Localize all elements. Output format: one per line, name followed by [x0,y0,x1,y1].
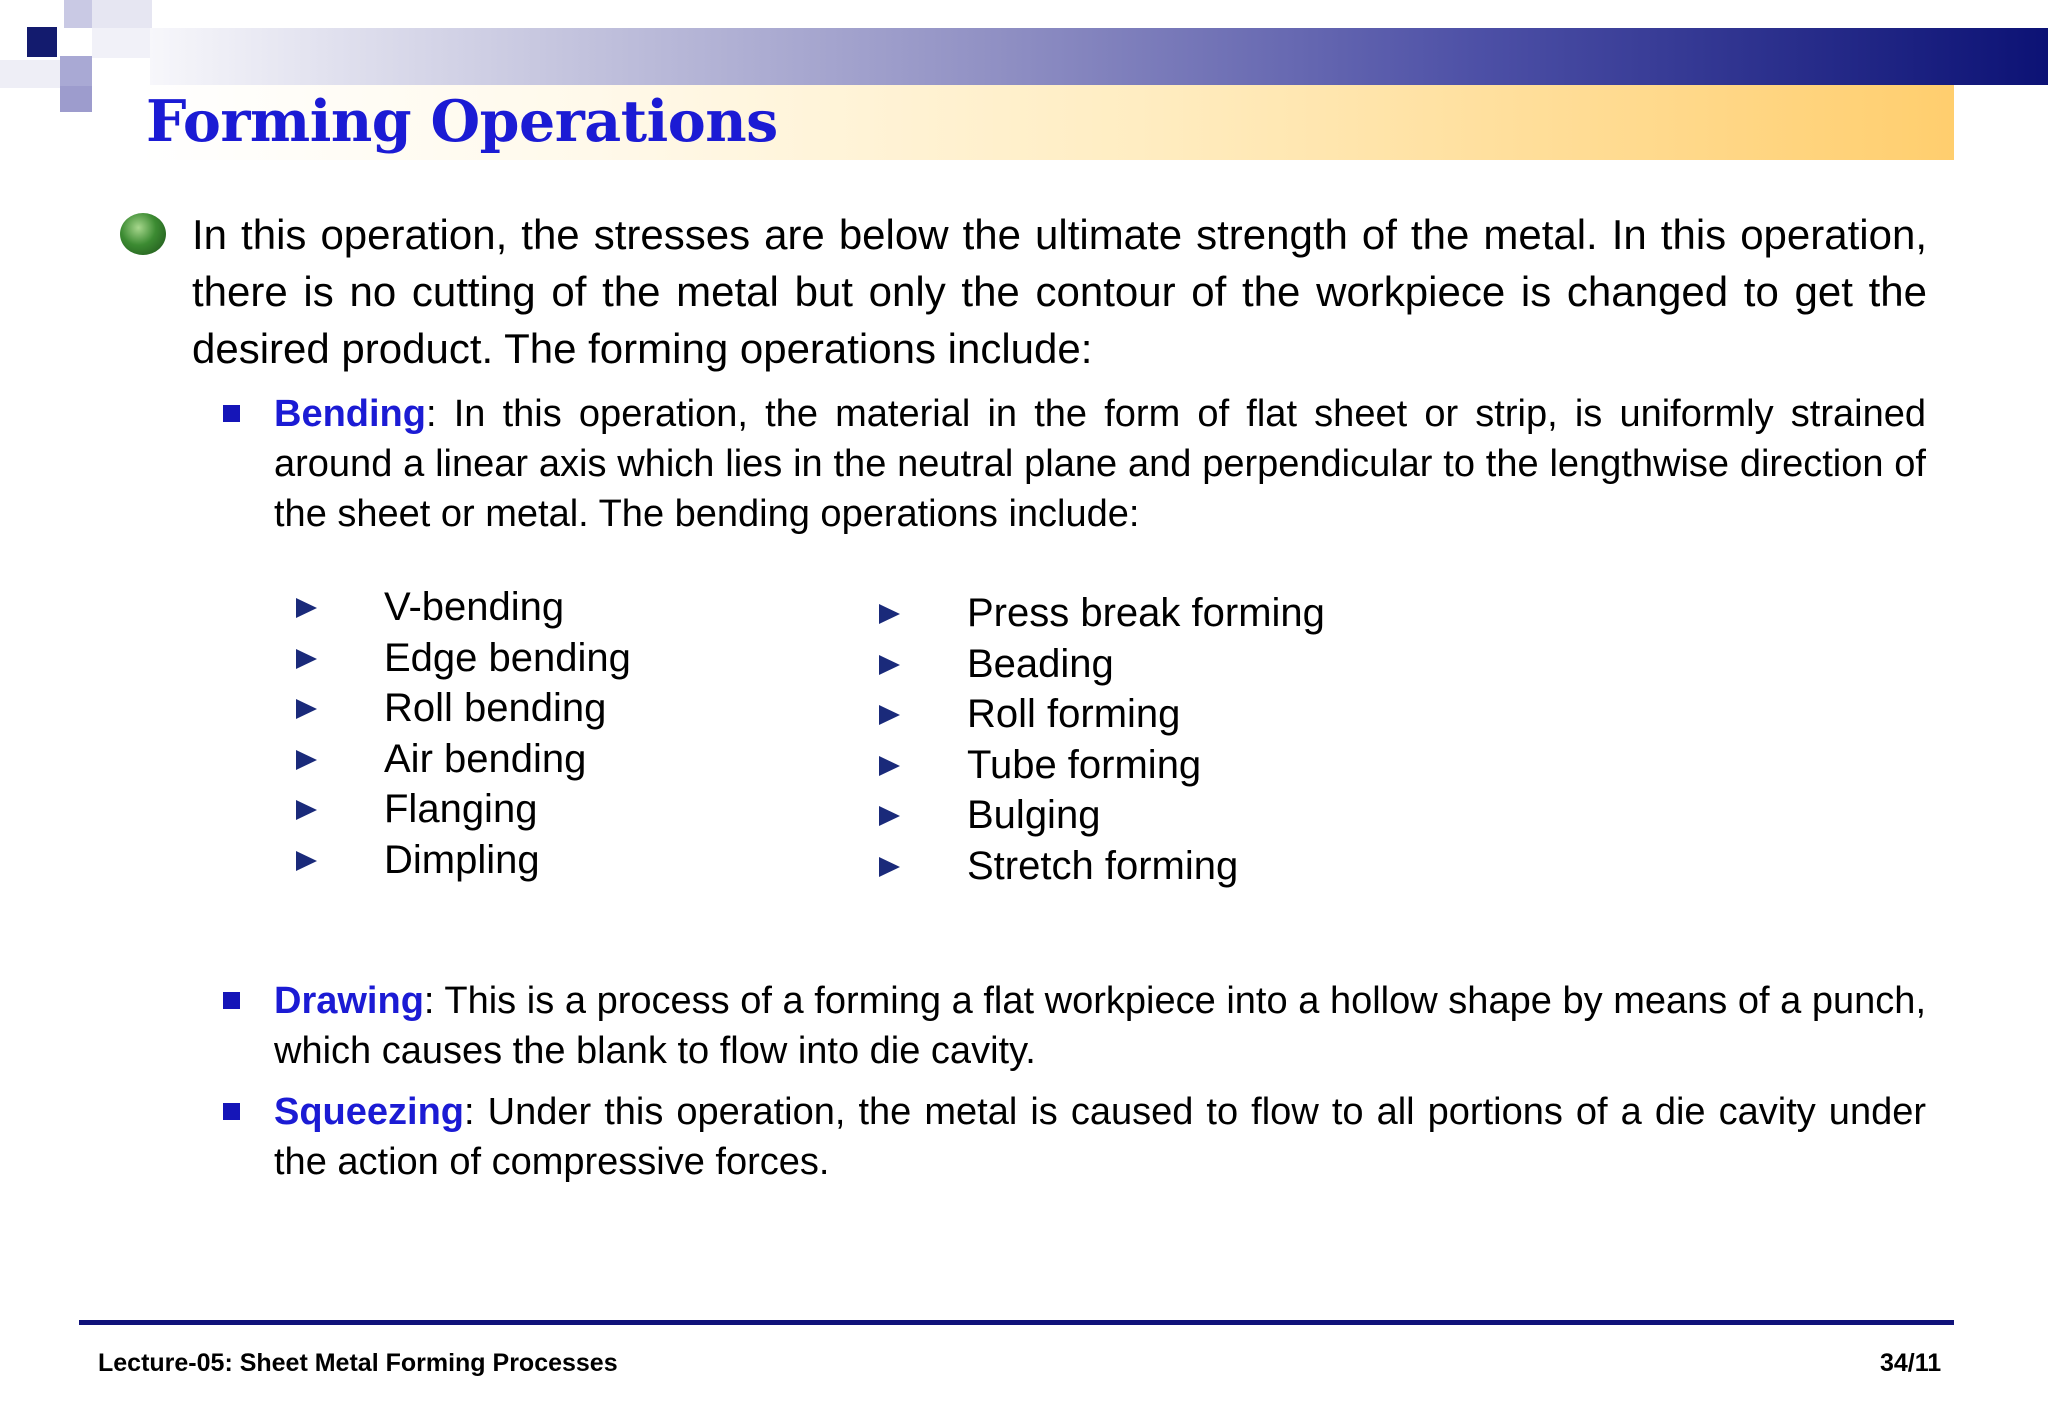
slide-title: Forming Operations [146,88,778,155]
triangle-bullet-icon [296,800,317,820]
triangle-bullet-icon [879,857,900,877]
squeezing-text: : Under this operation, the metal is caused to flow to all portions of a die cavity under the action of compressive forces. [274,1091,1926,1183]
squeezing-paragraph [274,1087,1926,1187]
bending-op-label: Bulging [967,793,1101,837]
decor-square [60,56,92,86]
bending-op-label: Roll bending [384,686,607,730]
bending-op-label: Tube forming [967,742,1202,787]
triangle-bullet-icon [879,806,900,826]
triangle-bullet-icon [879,655,900,675]
triangle-bullet-icon [879,756,900,776]
intro-paragraph: In this operation, the stresses are below the ultimate strength of the metal. In this operation, there is no cutting of the metal but only the contour of the workpiece is changed to get the desired product. The forming operations include: [192,211,1927,372]
bending-op-label: Roll forming [967,692,1181,736]
bending-op-label: V-bending [384,585,565,629]
bending-op-label: Dimpling [384,837,540,882]
triangle-bullet-icon [296,699,317,719]
decor-square [92,28,152,58]
bending-op-label: Edge bending [384,635,631,680]
triangle-bullet-icon [879,604,900,624]
decor-square [92,0,152,28]
square-bullet-icon [223,405,240,422]
green-orb-bullet-icon [120,213,166,255]
decor-square [60,86,92,112]
triangle-bullet-icon [296,851,317,871]
bending-paragraph [274,389,1926,539]
bending-op-label: Air bending [384,736,587,781]
footer-page-number: 34/11 [1880,1349,1942,1377]
bending-op-label: Stretch forming [967,843,1239,888]
decor-square [64,0,92,28]
square-bullet-icon [223,1103,240,1120]
bending-op-label: Flanging [384,787,538,831]
bending-text: : In this operation, the material in the form of flat sheet or strip, is uniformly strained around a linear axis which lies in the neutral plane and perpendicular to the lengthwise direction of the sheet or metal. The bending operations include: [274,393,1926,535]
drawing-paragraph [274,976,1926,1076]
footer-rule [79,1320,1954,1325]
drawing-text: : This is a process of a forming a flat workpiece into a hollow shape by means of a punch, which causes the blank to flow into die cavity. [274,980,1926,1072]
footer-lecture-title: Lecture-05: Sheet Metal Forming Processes [98,1349,618,1377]
header-gradient-bar [150,28,2048,85]
triangle-bullet-icon [296,750,317,770]
triangle-bullet-icon [296,649,317,669]
triangle-bullet-icon [296,598,317,618]
decor-square [0,60,60,88]
decor-square [27,27,57,57]
bending-op-label: Beading [967,641,1114,686]
drawing-term: Drawing [274,980,424,1022]
bending-term: Bending [274,393,426,435]
squeezing-term: Squeezing [274,1091,465,1133]
triangle-bullet-icon [879,705,900,725]
square-bullet-icon [223,992,240,1009]
bending-op-label: Press break forming [967,591,1325,635]
